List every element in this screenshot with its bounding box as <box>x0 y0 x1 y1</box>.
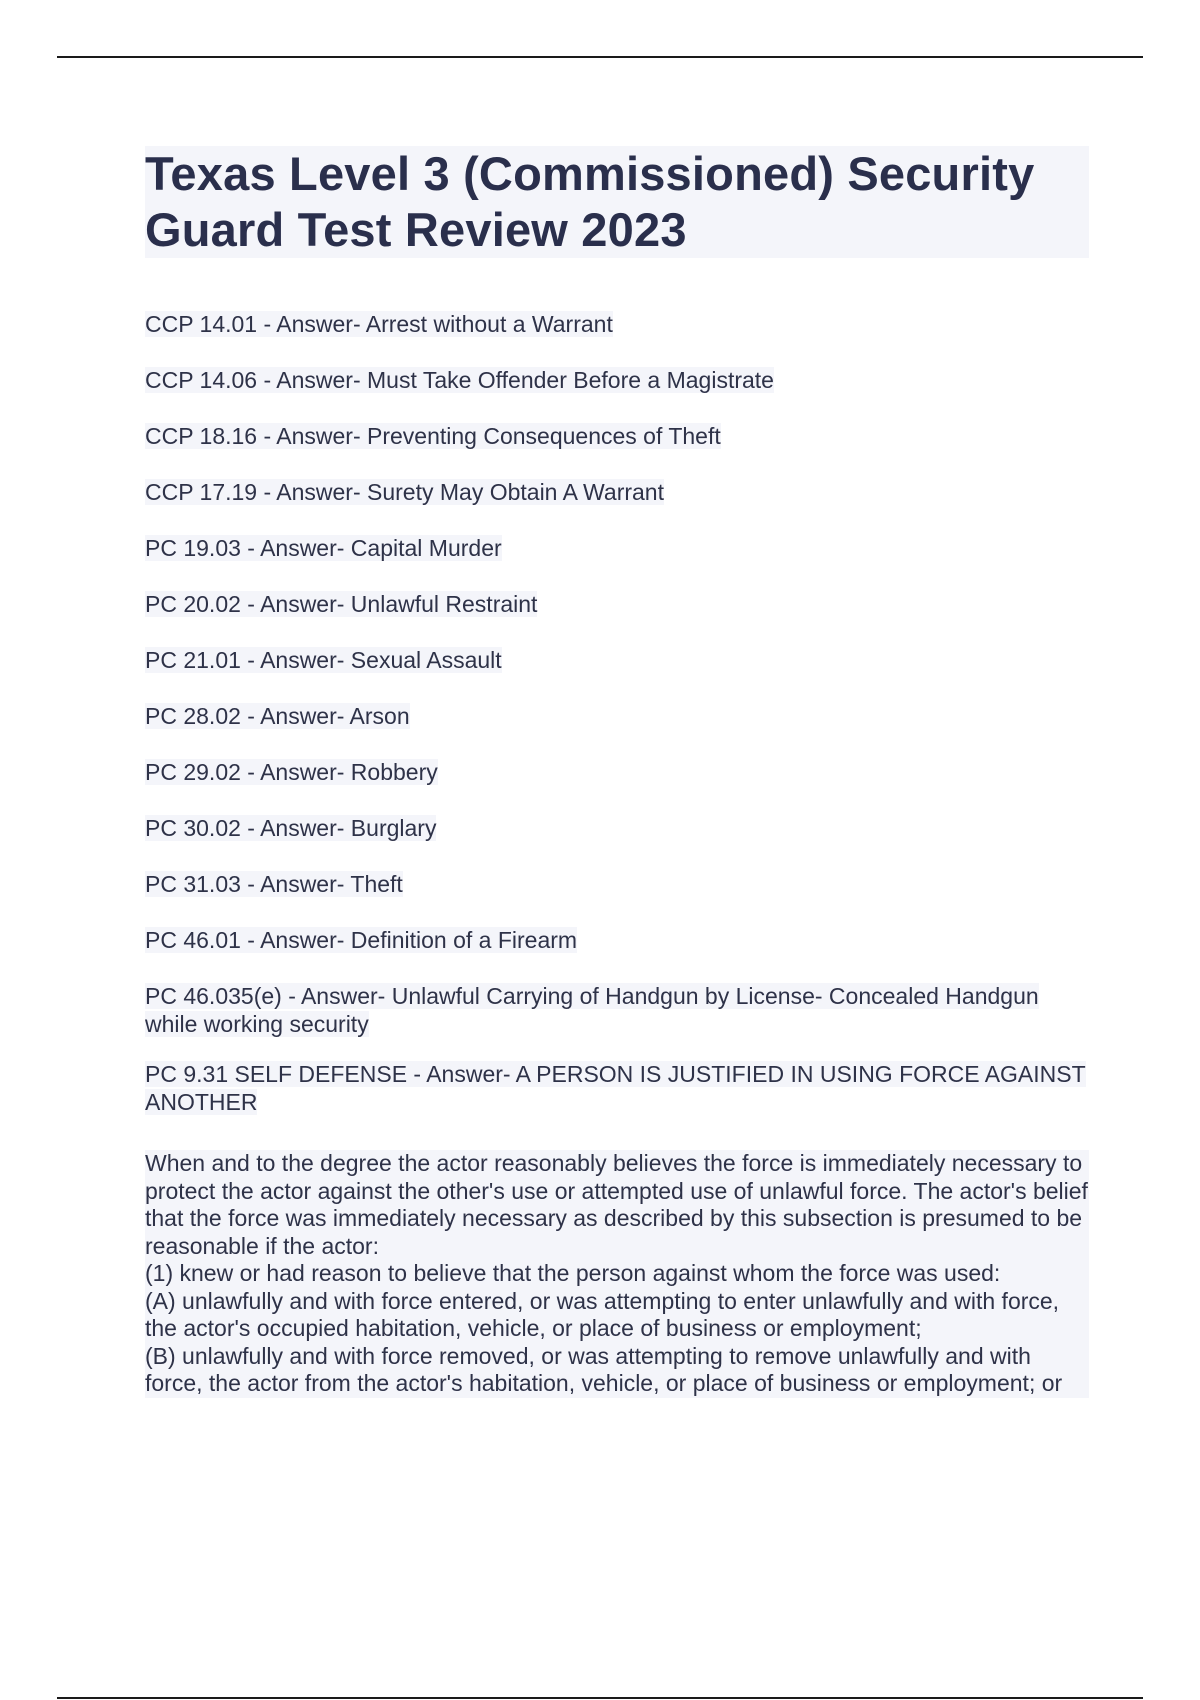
qa-item-text: PC 30.02 - Answer- Burglary <box>145 815 437 841</box>
qa-item-text: CCP 17.19 - Answer- Surety May Obtain A Warrant <box>145 479 664 505</box>
page-title: Texas Level 3 (Commissioned) Security Guard Test Review 2023 <box>145 147 1035 256</box>
top-rule <box>57 56 1143 58</box>
qa-item <box>145 478 1089 506</box>
qa-item <box>145 926 1089 954</box>
qa-item-text: PC 19.03 - Answer- Capital Murder <box>145 535 502 561</box>
qa-item-text: PC 46.01 - Answer- Definition of a Firearm <box>145 927 578 953</box>
qa-item <box>145 758 1089 786</box>
qa-item <box>145 590 1089 618</box>
qa-item-text: PC 29.02 - Answer- Robbery <box>145 759 438 785</box>
qa-item <box>145 310 1089 338</box>
qa-item <box>145 534 1089 562</box>
qa-list <box>145 310 1089 1138</box>
qa-item-text: PC 9.31 SELF DEFENSE - Answer- A PERSON IS JUSTIFIED IN USING FORCE AGAINST ANOTHER <box>145 1061 1086 1115</box>
qa-item-text: PC 28.02 - Answer- Arson <box>145 703 410 729</box>
qa-item <box>145 870 1089 898</box>
qa-item <box>145 814 1089 842</box>
paragraph-line-1: (1) knew or had reason to believe that the person against whom the force was used: <box>145 1260 1001 1286</box>
qa-item <box>145 982 1089 1038</box>
title-block <box>145 146 1089 258</box>
qa-item <box>145 422 1089 450</box>
qa-item-text: PC 31.03 - Answer- Theft <box>145 871 403 897</box>
paragraph-intro: When and to the degree the actor reasonably believes the force is immediately necessary to protect the actor against the other's use or attempted use of unlawful force. The actor's belief that the force was immediately necessary as described by this subsection is presumed to be reasonable if the actor: <box>145 1150 1088 1259</box>
self-defense-paragraph <box>145 1150 1089 1398</box>
qa-item <box>145 646 1089 674</box>
qa-item-text: CCP 14.06 - Answer- Must Take Offender Before a Magistrate <box>145 367 774 393</box>
paragraph-line-a: (A) unlawfully and with force entered, or was attempting to enter unlawfully and with force, the actor's occupied habitation, vehicle, or place of business or employment; <box>145 1287 1060 1341</box>
qa-item-text: CCP 14.01 - Answer- Arrest without a Warrant <box>145 311 613 337</box>
qa-item-text: CCP 18.16 - Answer- Preventing Consequences of Theft <box>145 423 721 449</box>
qa-item-text: PC 46.035(e) - Answer- Unlawful Carrying of Handgun by License- Concealed Handgun while working security <box>145 983 1039 1037</box>
qa-item <box>145 702 1089 730</box>
qa-item <box>145 366 1089 394</box>
paragraph-line-b: (B) unlawfully and with force removed, or was attempting to remove unlawfully and with force, the actor from the actor's habitation, vehicle, or place of business or employment; or <box>145 1342 1063 1396</box>
bottom-rule <box>57 1697 1143 1699</box>
qa-item-text: PC 21.01 - Answer- Sexual Assault <box>145 647 502 673</box>
qa-item <box>145 1060 1089 1116</box>
qa-item-text: PC 20.02 - Answer- Unlawful Restraint <box>145 591 538 617</box>
